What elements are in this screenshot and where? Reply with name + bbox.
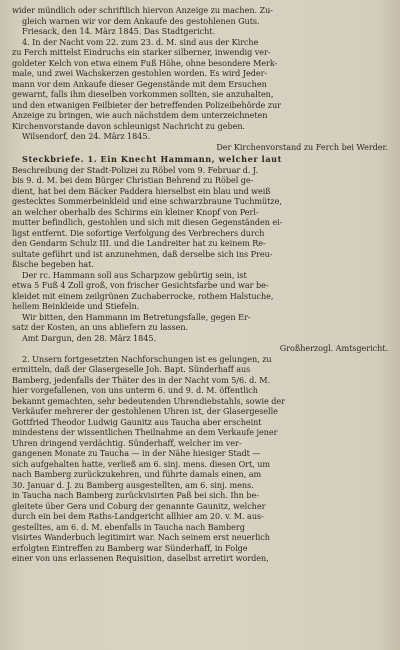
text-line: an welcher oberhalb des Schirms ein kleiner Knopf von Perl- [12, 206, 259, 217]
text-line: gewarnt, falls ihm dieselben vorkommen sollten, sie anzuhalten, [12, 89, 274, 99]
text-line: Der rc. Hammann soll aus Scharpzow gebürtig sein, ist [22, 269, 247, 280]
text-line: Beschreibung der Stadt-Polizei zu Röbel vom 9. Februar d. J. [12, 164, 258, 175]
text-line: in Taucha nach Bamberg zurückvisirten Paß bei sich. Ihn be- [12, 490, 259, 500]
text-line: ßische begeben hat. [12, 259, 94, 269]
text-line: gleich warnen wir vor dem Ankaufe des gestohlenen Guts. [22, 15, 260, 26]
text-line: dient, hat bei dem Bäcker Paddera hierselbst ein blau und weiß [12, 185, 271, 196]
text-line: wider mündlich oder schriftlich hiervon Anzeige zu machen. Zu- [12, 5, 273, 15]
notice-signature: Der Kirchenvorstand zu Ferch bei Werder. [216, 141, 388, 152]
text-line: 4. In der Nacht vom 22. zum 23. d. M. sind aus der Kirche [22, 36, 259, 47]
text-line: mindestens der wissentlichen Theilnahme an dem Verkaufe jener [12, 427, 278, 437]
notice-signature-line: Friesack, den 14. März 1845. Das Stadtgericht. [22, 26, 215, 36]
text-line: Anzeige zu bringen, wie auch nächstdem dem unterzeichneten [12, 110, 268, 120]
text-line: Kirchenvorstande davon schleunigst Nachricht zu geben. [12, 120, 246, 131]
text-line: den Gendarm Schulz III. und die Landreiter hat zu keinem Re- [12, 238, 266, 248]
text-line: 2. Unsern fortgesetzten Nachforschungen ist es gelungen, zu [22, 353, 272, 364]
text-line: Bamberg, jedenfalls der Thäter des in der Nacht vom 5/6. d. M. [12, 374, 271, 385]
text-line: hier vorgefallenen, von uns unterm 6. und 9. d. M. öffentlich [12, 385, 258, 395]
text-line: bekannt gemachten, sehr bedeutenden Uhrendiebstahls, sowie der [12, 395, 285, 406]
text-line: gestecktes Sommerbeinkleid und eine schwarzbraune Tuchmütze, [12, 196, 282, 206]
text-line: visirtes Wanderbuch legitimirt war. Nach seinem erst neuerlich [12, 532, 270, 542]
text-line: ligst entfernt. Die sofortige Verfolgung des Verbrechers durch [12, 227, 265, 238]
notice-date-line: Wilsendorf, den 24. März 1845. [22, 131, 150, 141]
text-line: hellem Beinkleide und Stiefeln. [12, 301, 140, 311]
text-line: einer von uns erlassenen Requisition, daselbst arretirt worden, [12, 553, 269, 563]
text-line: gleitete über Gera und Coburg der genannte Gaunitz, welcher [12, 500, 266, 511]
text-line: gestelltes, am 6. d. M. ebenfalls in Taucha nach Bamberg [12, 521, 245, 532]
text-line: Wir bitten, den Hammann im Betretungsfalle, gegen Er- [22, 311, 251, 322]
text-line: zu Ferch mittelst Eindruchs ein starker silberner, inwendig ver- [12, 47, 271, 57]
text-line: male, und zwei Wachskerzen gestohlen worden. Es wird Jeder- [12, 68, 268, 78]
text-line: durch ein bei dem Raths-Landgericht allhier am 20. v. M. aus- [12, 511, 264, 521]
text-line: mutter befindlich, gestohlen und sich mit diesen Gegenständen ei- [12, 217, 283, 227]
text-line: sich aufgehalten hatte, verließ am 6. sinj. mens. diesen Ort, um [12, 458, 271, 469]
text-line: nach Bamberg zurückzukehren, und führte damals einen, am [12, 469, 262, 479]
notice-date-line: Amt Dargun, den 28. März 1845. [22, 332, 156, 343]
text-line: und den etwanigen Feilbieter der betreffenden Polizeibehörde zur [12, 99, 281, 110]
text-line: mann vor dem Ankaufe dieser Gegenstände mit dem Ersuchen [12, 78, 267, 89]
text-line: 30. Januar d. J. zu Bamberg ausgestellten, am 6. sinj. mens. [12, 479, 254, 490]
text-line: ermitteln, daß der Glasergeselle Joh. Bapt. Sünderhaff aus [12, 364, 251, 374]
text-line: goldeter Kelch von etwa einem Fuß Höhe, ohne besondere Merk- [12, 57, 278, 68]
text-line: sultate geführt und ist anzunehmen, daß derselbe sich ins Preu- [12, 248, 273, 259]
section-heading: Steckbriefe. 1. Ein Knecht Hammann, welcher laut [22, 154, 282, 164]
text-line: gangenen Monate zu Taucha — in der Nähe hiesiger Stadt — [12, 448, 261, 458]
text-line: Uhren dringend verdächtig. Sünderhaff, welcher im ver- [12, 437, 242, 448]
text-line: Gottfried Theodor Ludwig Gaunitz aus Taucha aber erscheint [12, 416, 262, 427]
text-line: bis 9. d. M. bei dem Bürger Christian Behrend zu Röbel ge- [12, 175, 254, 185]
text-line: kleidet mit einem zeilgrünen Zuchaberrocke, rothem Halstuche, [12, 290, 274, 301]
notice-signature: Großherzogl. Amtsgericht. [279, 343, 388, 353]
text-line: Verkäufer mehrerer der gestohlenen Uhren ist, der Glasergeselle [12, 406, 278, 416]
text-line: etwa 5 Fuß 4 Zoll groß, von frischer Gesichtsfarbe und war be- [12, 280, 269, 290]
text-line: erfolgten Eintreffen zu Bamberg war Sünderhaff, in Folge [12, 542, 248, 553]
text-line: satz der Kosten, an uns abliefern zu lassen. [12, 322, 189, 332]
